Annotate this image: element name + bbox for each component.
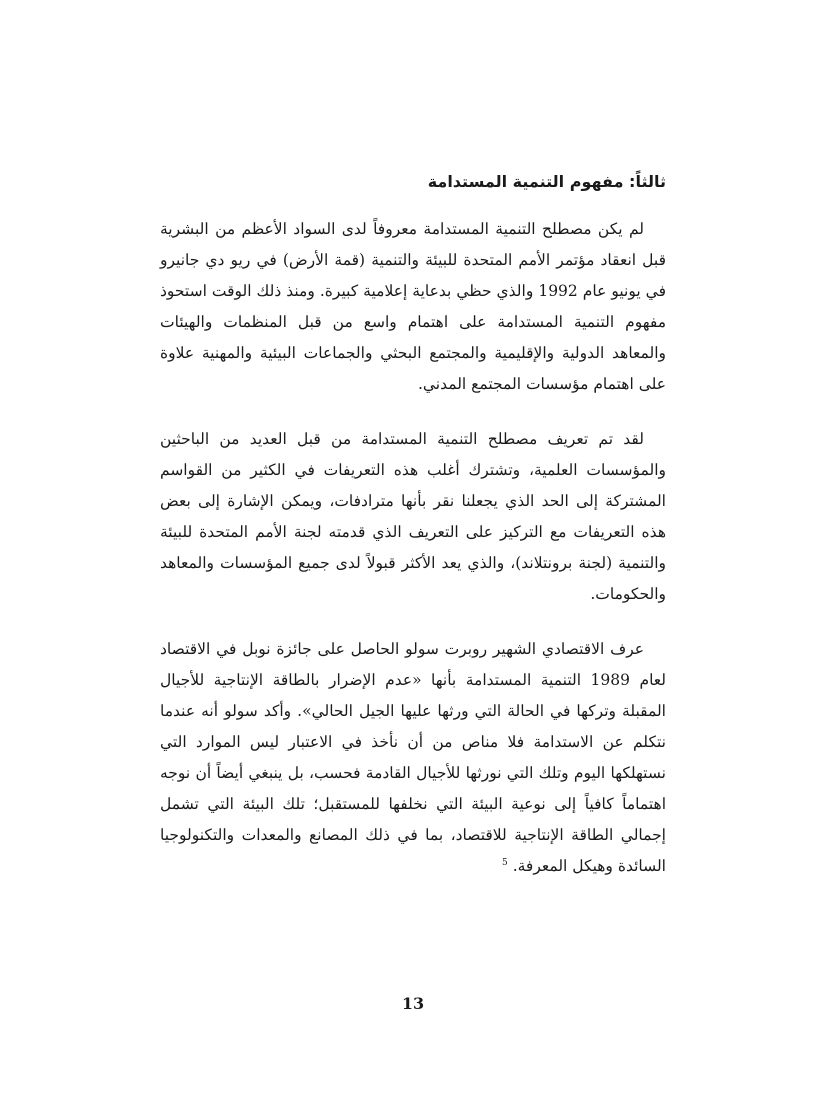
paragraph-3 xyxy=(160,634,666,882)
paragraph-1-text: لم يكن مصطلح التنمية المستدامة معروفاً لدى السواد الأعظم من البشرية قبل انعقاد مؤتمر الأمم المتحدة للبيئة والتنمية (قمة الأرض) في ريو دي جانيرو في يونيو عام 1992 والذي حظي بدعاية إعلامية كبيرة. ومنذ ذلك الوقت استحوذ مفهوم التنمية المستدامة على اهتمام واسع من قبل المنظمات والهيئات والمعاهد الدولية والإقليمية والمجتمع البحثي والجماعات البيئية والمهنية علاوة على اهتمام مؤسسات المجتمع المدني. xyxy=(160,220,667,393)
paragraph-2 xyxy=(160,424,666,610)
paragraph-1 xyxy=(160,214,666,400)
section-heading: ثالثاً: مفهوم التنمية المستدامة xyxy=(427,172,666,191)
page-number: 13 xyxy=(401,994,425,1013)
page-body xyxy=(160,168,666,906)
footnote-marker: 5 xyxy=(502,857,508,868)
paragraph-3-text: عرف الاقتصادي الشهير روبرت سولو الحاصل على جائزة نوبل في الاقتصاد لعام 1989 التنمية المستدامة بأنها «عدم الإضرار بالطاقة الإنتاجية للأجيال المقبلة وتركها في الحالة التي ورثها عليها الجيل الحالي». وأكد سولو أنه عندما نتكلم عن الاستدامة فلا مناص من أن نأخذ في الاعتبار ليس الموارد التي نستهلكها اليوم وتلك التي نورثها للأجيال القادمة فحسب، بل ينبغي أيضاً أن نوجه اهتماماً كافياً إلى نوعية البيئة التي نخلفها للمستقبل؛ تلك البيئة التي تشمل إجمالي الطاقة الإنتاجية للاقتصاد، بما في ذلك المصانع والمعدات والتكنولوجيا السائدة وهيكل المعرفة. xyxy=(160,640,666,875)
paragraph-2-text: لقد تم تعريف مصطلح التنمية المستدامة من قبل العديد من الباحثين والمؤسسات العلمية، وتشترك أغلب هذه التعريفات في الكثير من القواسم المشتركة إلى الحد الذي يجعلنا نقر بأنها مترادفات، ويمكن الإشارة إلى بعض هذه التعريفات مع التركيز على التعريف الذي قدمته لجنة الأمم المتحدة للبيئة والتنمية (لجنة برونتلاند)، والذي يعد الأكثر قبولاً لدى جميع المؤسسات والمعاهد والحكومات. xyxy=(160,430,666,603)
